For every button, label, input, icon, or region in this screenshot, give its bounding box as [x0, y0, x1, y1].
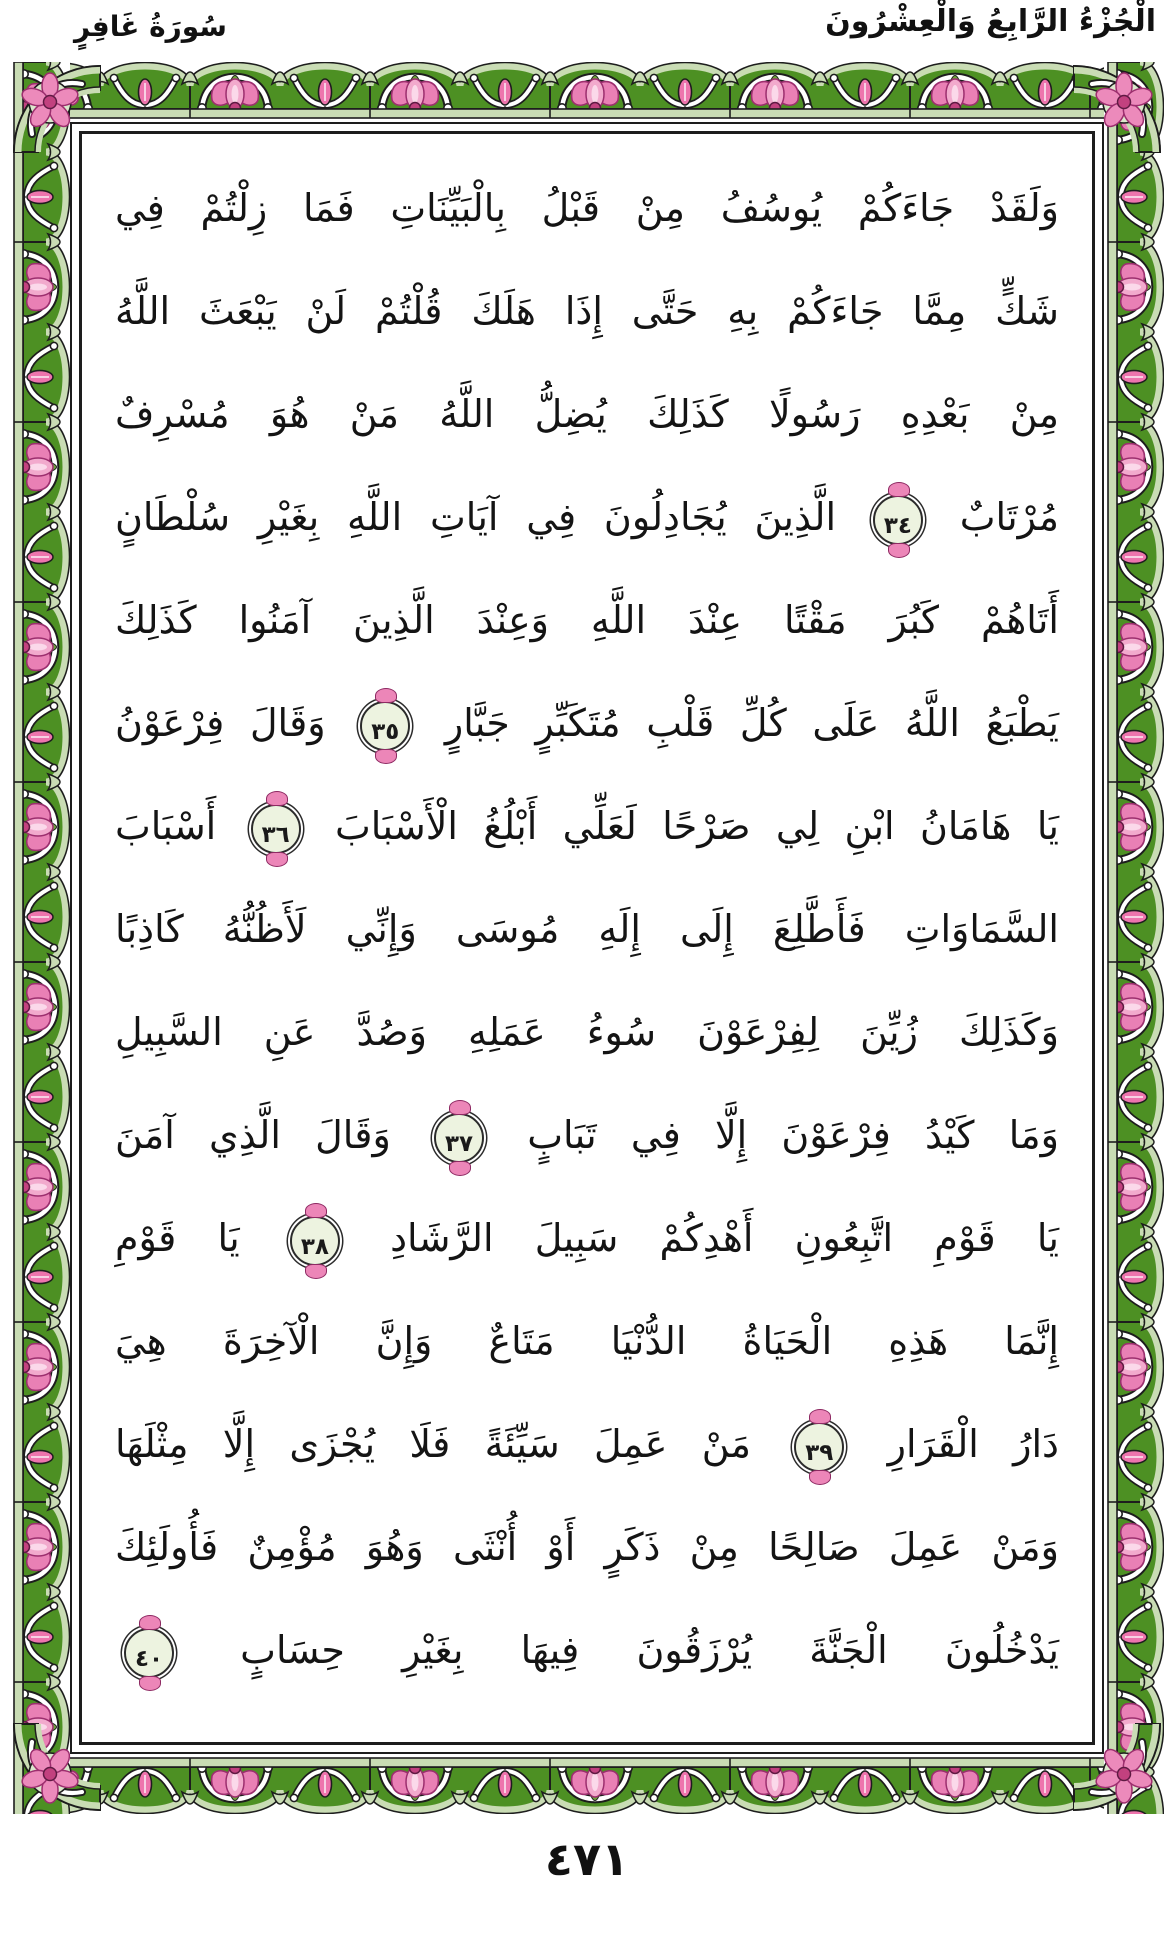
quran-line [115, 1393, 1059, 1496]
quran-line [115, 1084, 1059, 1187]
quran-lines [85, 137, 1089, 1739]
ayah-number: ٣٦ [261, 821, 290, 848]
ayah-marker [290, 1216, 340, 1266]
quran-line [115, 878, 1059, 981]
ayah-marker [873, 495, 923, 545]
quran-text-segment: يَا قَوْمِ اتَّبِعُونِ أَهْدِكُمْ سَبِيلَ الرَّشَادِ [390, 1216, 1059, 1260]
inner-rule-inner [79, 131, 1095, 1745]
quran-text-segment: يَا هَامَانُ ابْنِ لِي صَرْحًا لَعَلِّي أَبْلُغُ الْأَسْبَابَ [335, 804, 1059, 848]
quran-line [115, 363, 1059, 466]
quran-text-segment: إِنَّمَا هَذِهِ الْحَيَاةُ الدُّنْيَا مَتَاعٌ وَإِنَّ الْآخِرَةَ هِيَ [115, 1319, 1059, 1363]
ayah-number: ٣٥ [371, 718, 400, 745]
inner-rule-outer [70, 122, 1104, 1754]
quran-text-segment: دَارُ الْقَرَارِ [887, 1422, 1059, 1466]
quran-line [115, 466, 1059, 569]
floral-border-bottom-icon [10, 1754, 1164, 1814]
floral-border-right-icon [1104, 62, 1164, 1814]
quran-text-segment: وَقَالَ فِرْعَوْنُ [115, 701, 326, 745]
quran-text-segment: يَا قَوْمِ [115, 1216, 240, 1260]
page-number: ٤٧١ [544, 1832, 630, 1886]
quran-text-segment: السَّمَاوَاتِ فَأَطَّلِعَ إِلَى إِلَهِ مُوسَى وَإِنِّي لَأَظُنُّهُ كَاذِبًا [115, 907, 1059, 951]
quran-text-segment: وَمَا كَيْدُ فِرْعَوْنَ إِلَّا فِي تَبَابٍ [527, 1113, 1059, 1157]
ayah-marker [794, 1422, 844, 1472]
quran-line [115, 157, 1059, 260]
ayah-number: ٣٩ [805, 1439, 834, 1466]
ayah-number: ٤٠ [134, 1645, 164, 1672]
quran-line [115, 1290, 1059, 1393]
quran-line [115, 260, 1059, 363]
ayah-number: ٣٧ [445, 1130, 474, 1157]
juz-header: الْجُزْءُ الرَّابِعُ وَالْعِشْرُونَ [825, 4, 1156, 39]
quran-text-segment: يَطْبَعُ اللَّهُ عَلَى كُلِّ قَلْبِ مُتَكَبِّرٍ جَبَّارٍ [444, 701, 1059, 745]
quran-text-segment: وَكَذَلِكَ زُيِّنَ لِفِرْعَوْنَ سُوءُ عَمَلِهِ وَصُدَّ عَنِ السَّبِيلِ [115, 1010, 1059, 1054]
quran-line [115, 1599, 1059, 1702]
ayah-marker [251, 804, 301, 854]
ayah-marker [434, 1113, 484, 1163]
ayah-marker [360, 701, 410, 751]
quran-text-segment: أَتَاهُمْ كَبُرَ مَقْتًا عِنْدَ اللَّهِ وَعِنْدَ الَّذِينَ آمَنُوا كَذَلِكَ [115, 598, 1059, 642]
quran-text-segment: وَقَالَ الَّذِي آمَنَ [115, 1113, 391, 1157]
quran-line [115, 672, 1059, 775]
ayah-number: ٣٨ [300, 1233, 329, 1260]
surah-header: سُورَةُ غَافِرٍ [74, 10, 227, 43]
quran-text-segment: مِنْ بَعْدِهِ رَسُولًا كَذَلِكَ يُضِلُّ اللَّهُ مَنْ هُوَ مُسْرِفٌ [115, 392, 1059, 436]
ayah-number: ٣٤ [883, 512, 912, 539]
quran-text-segment: مُرْتَابٌ [959, 495, 1059, 539]
quran-text-segment: مَنْ عَمِلَ سَيِّئَةً فَلَا يُجْزَى إِلَّا مِثْلَهَا [115, 1422, 752, 1466]
quran-text-segment: الَّذِينَ يُجَادِلُونَ فِي آيَاتِ اللَّهِ بِغَيْرِ سُلْطَانٍ [115, 495, 837, 539]
quran-text-segment: يَدْخُلُونَ الْجَنَّةَ يُرْزَقُونَ فِيهَا بِغَيْرِ حِسَابٍ [240, 1628, 1059, 1672]
quran-text-segment: أَسْبَابَ [115, 804, 217, 848]
quran-text-segment: وَلَقَدْ جَاءَكُمْ يُوسُفُ مِنْ قَبْلُ بِالْبَيِّنَاتِ فَمَا زِلْتُمْ فِي [115, 186, 1059, 230]
ornamental-frame [10, 62, 1164, 1814]
ayah-marker [124, 1628, 174, 1678]
quran-line [115, 981, 1059, 1084]
floral-border-left-icon [10, 62, 70, 1814]
quran-text-segment: وَمَنْ عَمِلَ صَالِحًا مِنْ ذَكَرٍ أَوْ أُنْثَى وَهُوَ مُؤْمِنٌ فَأُولَئِكَ [115, 1525, 1059, 1569]
quran-text-segment: شَكٍّ مِمَّا جَاءَكُمْ بِهِ حَتَّى إِذَا هَلَكَ قُلْتُمْ لَنْ يَبْعَثَ اللَّهُ [115, 289, 1059, 333]
floral-border-top-icon [10, 62, 1164, 122]
quran-line [115, 1187, 1059, 1290]
quran-line [115, 569, 1059, 672]
quran-line [115, 1496, 1059, 1599]
quran-line [115, 775, 1059, 878]
